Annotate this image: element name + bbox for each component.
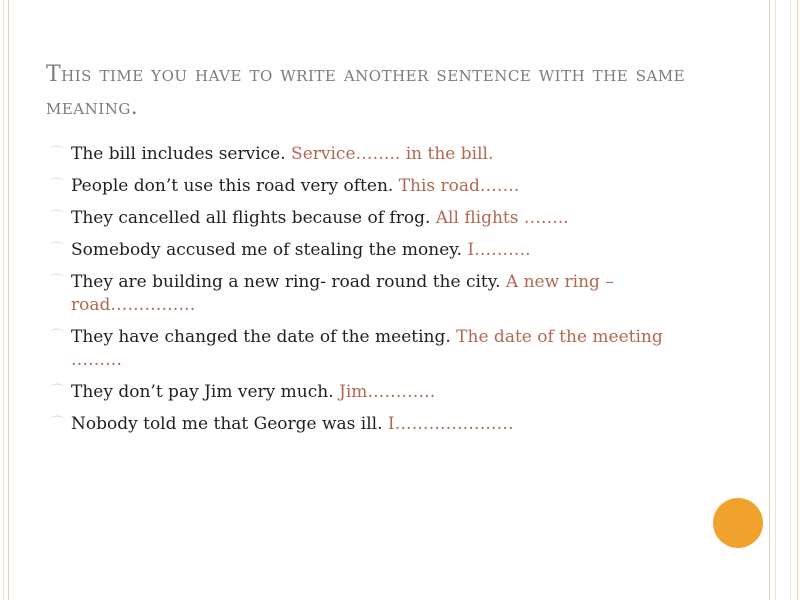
bullet-icon: ⌒ [50,242,64,258]
sentence-prompt: They cancelled all flights because of frog. [71,208,431,228]
left-border-decoration [0,0,9,600]
orange-circle-decoration [713,498,763,548]
bullet-icon: ⌒ [50,210,64,226]
bullet-icon: ⌒ [50,274,64,290]
bullet-icon: ⌒ [50,416,64,432]
sentence-answer: The date of the meeting ……… [71,327,663,370]
sentence-prompt: They don’t pay Jim very much. [71,382,334,402]
sentence-answer: This road……. [393,176,520,196]
list-item [50,326,670,372]
sentence-prompt: People don’t use this road very often. [71,176,394,196]
list-item [50,207,670,230]
sentence-answer: Service…….. in the bill. [285,144,494,164]
sentence-answer: A new ring –road…………… [71,272,614,315]
sentence-prompt: They have changed the date of the meeting. [71,327,451,347]
list-item [50,175,670,198]
bullet-icon: ⌒ [50,329,64,345]
sentence-prompt: Somebody accused me of stealing the money. [71,240,462,260]
sentence-prompt: The bill includes service. [71,144,286,164]
sentence-answer: I………………… [382,414,514,434]
bullet-icon: ⌒ [50,384,64,400]
list-item [50,271,670,317]
sentence-answer: Jim………… [333,382,436,402]
sentence-answer: I………. [462,240,531,260]
list-item [50,143,670,166]
sentence-prompt: Nobody told me that George was ill. [71,414,383,434]
exercise-list [50,143,670,445]
slide-title: This time you have to write another sentence with the same meaning. [46,62,686,120]
list-item [50,239,670,262]
list-item [50,413,670,436]
bullet-icon: ⌒ [50,146,64,162]
list-item [50,381,670,404]
sentence-prompt: They are building a new ring- road round the city. [71,272,501,292]
bullet-icon: ⌒ [50,178,64,194]
sentence-answer: All flights …….. [430,208,569,228]
right-border-decoration [769,0,798,600]
